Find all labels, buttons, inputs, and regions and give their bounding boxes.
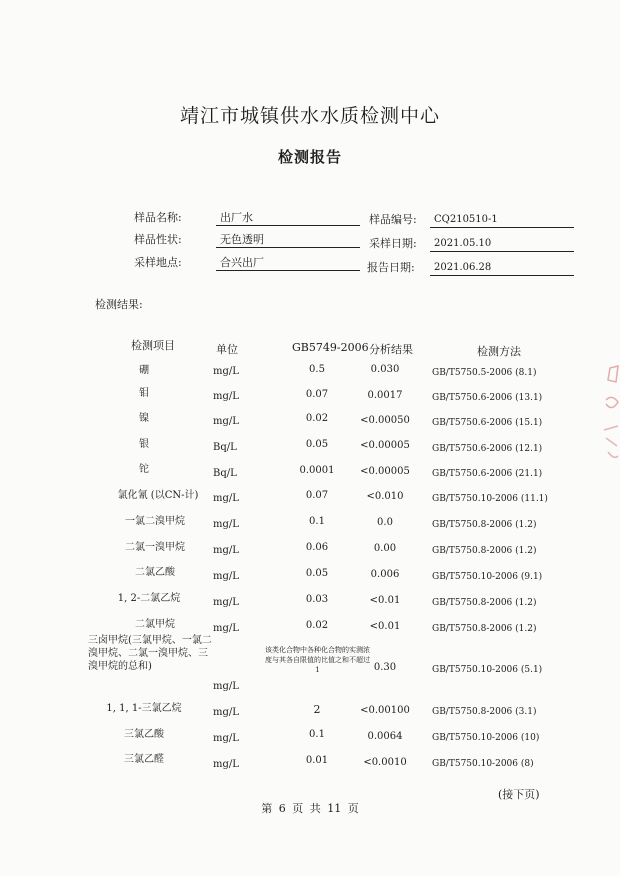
row-8-method: GB/T5750.8-2006 (1.2) (432, 546, 537, 556)
row-7-limit: 0.1 (309, 516, 325, 527)
row-9-method: GB/T5750.10-2006 (9.1) (432, 572, 543, 582)
row-12-unit: mg/L (213, 681, 239, 692)
sampling-site-value: 合兴出厂 (216, 256, 360, 271)
sample-state-label: 样品性状: (134, 233, 182, 246)
row-3-method: GB/T5750.6-2006 (15.1) (432, 418, 543, 428)
row-10-unit: mg/L (213, 597, 239, 608)
row-10-item: 1, 2-二氯乙烷 (117, 593, 181, 604)
row-12-limit: 该类化合物中各种化合物的实测浓度与其各自限值的比值之和不超过1 (265, 646, 370, 674)
row-7-unit: mg/L (213, 519, 239, 530)
row-14-method: GB/T5750.10-2006 (10) (432, 733, 540, 743)
row-11-method: GB/T5750.8-2006 (1.2) (432, 624, 537, 634)
row-14-item: 三氯乙酸 (124, 729, 164, 740)
row-11-unit: mg/L (213, 623, 239, 634)
row-4-unit: Bq/L (213, 442, 237, 453)
row-6-limit: 0.07 (305, 490, 329, 501)
row-13-method: GB/T5750.8-2006 (3.1) (432, 707, 537, 717)
header-unit: 单位 (216, 343, 238, 356)
row-8-unit: mg/L (213, 545, 239, 556)
seal-stamp-fragment (598, 360, 620, 480)
sampling-date-label: 采样日期: (369, 237, 417, 250)
row-7-item: 一氯二溴甲烷 (125, 516, 185, 527)
row-13-item: 1, 1, 1-三氯乙烷 (106, 703, 182, 714)
row-1-method: GB/T5750.5-2006 (8.1) (432, 368, 537, 378)
row-4-item: 银 (139, 439, 149, 450)
row-9-item: 二氯乙酸 (135, 567, 175, 578)
row-4-result: <0.00005 (360, 440, 410, 451)
row-14-unit: mg/L (213, 733, 239, 744)
header-limit: GB5749-2006 (292, 341, 369, 354)
row-6-item: 氯化氰 (以CN-计) (117, 490, 199, 501)
row-15-item: 三氯乙醛 (124, 754, 164, 765)
row-11-result: <0.01 (369, 621, 401, 632)
row-13-unit: mg/L (213, 707, 239, 718)
row-8-item: 二氯一溴甲烷 (125, 542, 185, 553)
row-2-result: 0.0017 (367, 390, 403, 401)
row-2-unit: mg/L (213, 391, 239, 402)
row-15-result: <0.0010 (363, 757, 407, 768)
header-result: 分析结果 (369, 343, 413, 356)
row-1-item: 硼 (139, 365, 149, 376)
header-method: 检测方法 (477, 345, 521, 358)
header-item: 检测项目 (131, 339, 175, 352)
sampling-date-value: 2021.05.10 (430, 237, 574, 252)
row-15-method: GB/T5750.10-2006 (8) (432, 759, 534, 769)
row-2-method: GB/T5750.6-2006 (13.1) (432, 393, 543, 403)
row-11-item: 二氯甲烷 (135, 619, 175, 630)
row-15-unit: mg/L (213, 759, 239, 770)
row-4-method: GB/T5750.6-2006 (12.1) (432, 444, 543, 454)
row-3-limit: 0.02 (305, 413, 329, 424)
row-8-limit: 0.06 (305, 542, 329, 553)
row-9-result: 0.006 (370, 569, 400, 580)
row-6-method: GB/T5750.10-2006 (11.1) (432, 494, 548, 504)
row-4-limit: 0.05 (305, 439, 329, 450)
row-6-unit: mg/L (213, 493, 239, 504)
row-13-result: <0.00100 (360, 705, 410, 716)
row-12-item: 三卤甲烷(三氯甲烷、一氯二溴甲烷、二氯一溴甲烷、三溴甲烷的总和) (88, 635, 212, 672)
sample-id-label: 样品编号: (369, 213, 417, 226)
row-11-limit: 0.02 (305, 620, 329, 631)
row-9-unit: mg/L (213, 571, 239, 582)
sample-name-value: 出厂水 (216, 211, 360, 226)
row-5-limit: 0.0001 (299, 465, 335, 476)
row-5-method: GB/T5750.6-2006 (21.1) (432, 469, 543, 479)
row-3-result: <0.00050 (360, 415, 410, 426)
row-3-unit: mg/L (213, 416, 239, 427)
row-14-limit: 0.1 (309, 729, 325, 740)
report-title: 检测报告 (277, 148, 342, 166)
row-10-limit: 0.03 (305, 594, 329, 605)
row-7-result: 0.0 (377, 517, 393, 528)
row-1-unit: mg/L (213, 366, 239, 377)
row-12-result: 0.30 (373, 662, 397, 673)
row-7-method: GB/T5750.8-2006 (1.2) (432, 520, 537, 530)
sample-id-value: CQ210510-1 (430, 213, 574, 228)
row-12-method: GB/T5750.10-2006 (5.1) (432, 665, 543, 675)
page-footer: 第 6 页 共 11 页 (261, 802, 359, 815)
row-8-result: 0.00 (373, 543, 397, 554)
row-1-result: 0.030 (370, 364, 400, 375)
row-2-item: 钼 (139, 388, 149, 399)
row-10-method: GB/T5750.8-2006 (1.2) (432, 598, 537, 608)
row-6-result: <0.010 (366, 491, 404, 502)
row-15-limit: 0.01 (305, 755, 329, 766)
row-2-limit: 0.07 (305, 389, 329, 400)
row-13-limit: 2 (313, 703, 321, 716)
row-9-limit: 0.05 (305, 568, 329, 579)
sample-name-label: 样品名称: (134, 211, 182, 224)
continued-note: (接下页) (498, 788, 540, 801)
row-10-result: <0.01 (369, 595, 401, 606)
sample-state-value: 无色透明 (216, 233, 360, 248)
row-5-result: <0.00005 (360, 466, 410, 477)
results-label: 检测结果: (95, 298, 143, 311)
organization-name: 靖江市城镇供水水质检测中心 (179, 105, 440, 127)
row-14-result: 0.0064 (367, 731, 403, 742)
row-3-item: 镍 (139, 413, 149, 424)
report-date-value: 2021.06.28 (430, 261, 574, 276)
report-date-label: 报告日期: (367, 261, 415, 274)
row-5-item: 铊 (139, 464, 149, 475)
sampling-site-label: 采样地点: (134, 256, 182, 269)
row-1-limit: 0.5 (309, 364, 325, 375)
row-5-unit: Bq/L (213, 468, 237, 479)
